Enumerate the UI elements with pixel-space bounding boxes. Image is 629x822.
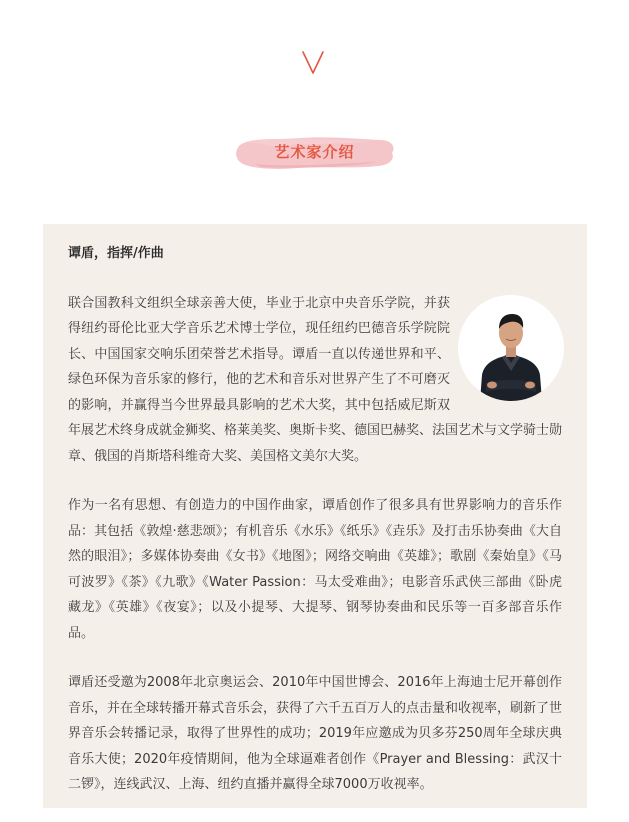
artist-intro-card <box>43 224 587 808</box>
section-title: 艺术家介绍 <box>274 143 355 161</box>
intro-heading: 谭盾，指挥/作曲 <box>68 246 164 261</box>
intro-content <box>68 241 562 822</box>
section-title-banner <box>232 131 397 173</box>
bio-paragraph-3: 谭盾还受邀为2008年北京奥运会、2010年中国世博会、2016年上海迪士尼开幕创作音乐，并在全球转播开幕式音乐会，获得了六千五百万人的点击量和收视率，刷新了世界音乐会转播记录，取得了世界性的成功；2019年应邀成为贝多芬250周年全球庆典音乐大使；2020年疫情期间，他为全球逼难者创作《Prayer and Blessing：武汉十二锣》，连线武汉、上海、纽约直播并赢得全球7000万收视率。 <box>68 675 563 792</box>
bio-paragraph-2: 作为一名有思想、有创造力的中国作曲家，谭盾创作了很多具有世界影响力的音乐作品：其包括《敦煌·慈悲颂》；有机音乐《水乐》《纸乐》《垚乐》及打击乐协奏曲《大自然的眼泪》；多媒体协奏曲《女书》《地图》；网络交响曲《英雄》；歌剧《秦始皇》《马可波罗》《茶》《九歌》《Water Passion：马太受难曲》；电影音乐武侠三部曲《卧虎藏龙》《英雄》《夜宴》；以及小提琴、大提琴、钢琴协奏曲和民乐等一百多部音乐作品。 <box>68 498 562 641</box>
portrait-image <box>458 295 564 401</box>
bio-paragraph-1: 联合国教科文组织全球亲善大使，毕业于北京中央音乐学院，并获得纽约哥伦比亚大学音乐艺术博士学位，现任纽约巴德音乐学院院长、中国国家交响乐团荣誉艺术指导。谭盾一直以传递世界和平、绿色环保为音乐家的修行，他的艺术和音乐对世界产生了不可磨灭的影响，并赢得当今世界最具影响的艺术大奖，其中包括威尼斯双年展艺术终身成就金狮奖、格莱美奖、奥斯卡奖、德国巴赫奖、法国艺术与文学骑士勋章、俄国的肖斯塔科维奇大奖、美国格文美尔大奖。 <box>68 295 563 464</box>
chevron-down-icon <box>297 46 329 78</box>
artist-portrait <box>458 295 564 401</box>
